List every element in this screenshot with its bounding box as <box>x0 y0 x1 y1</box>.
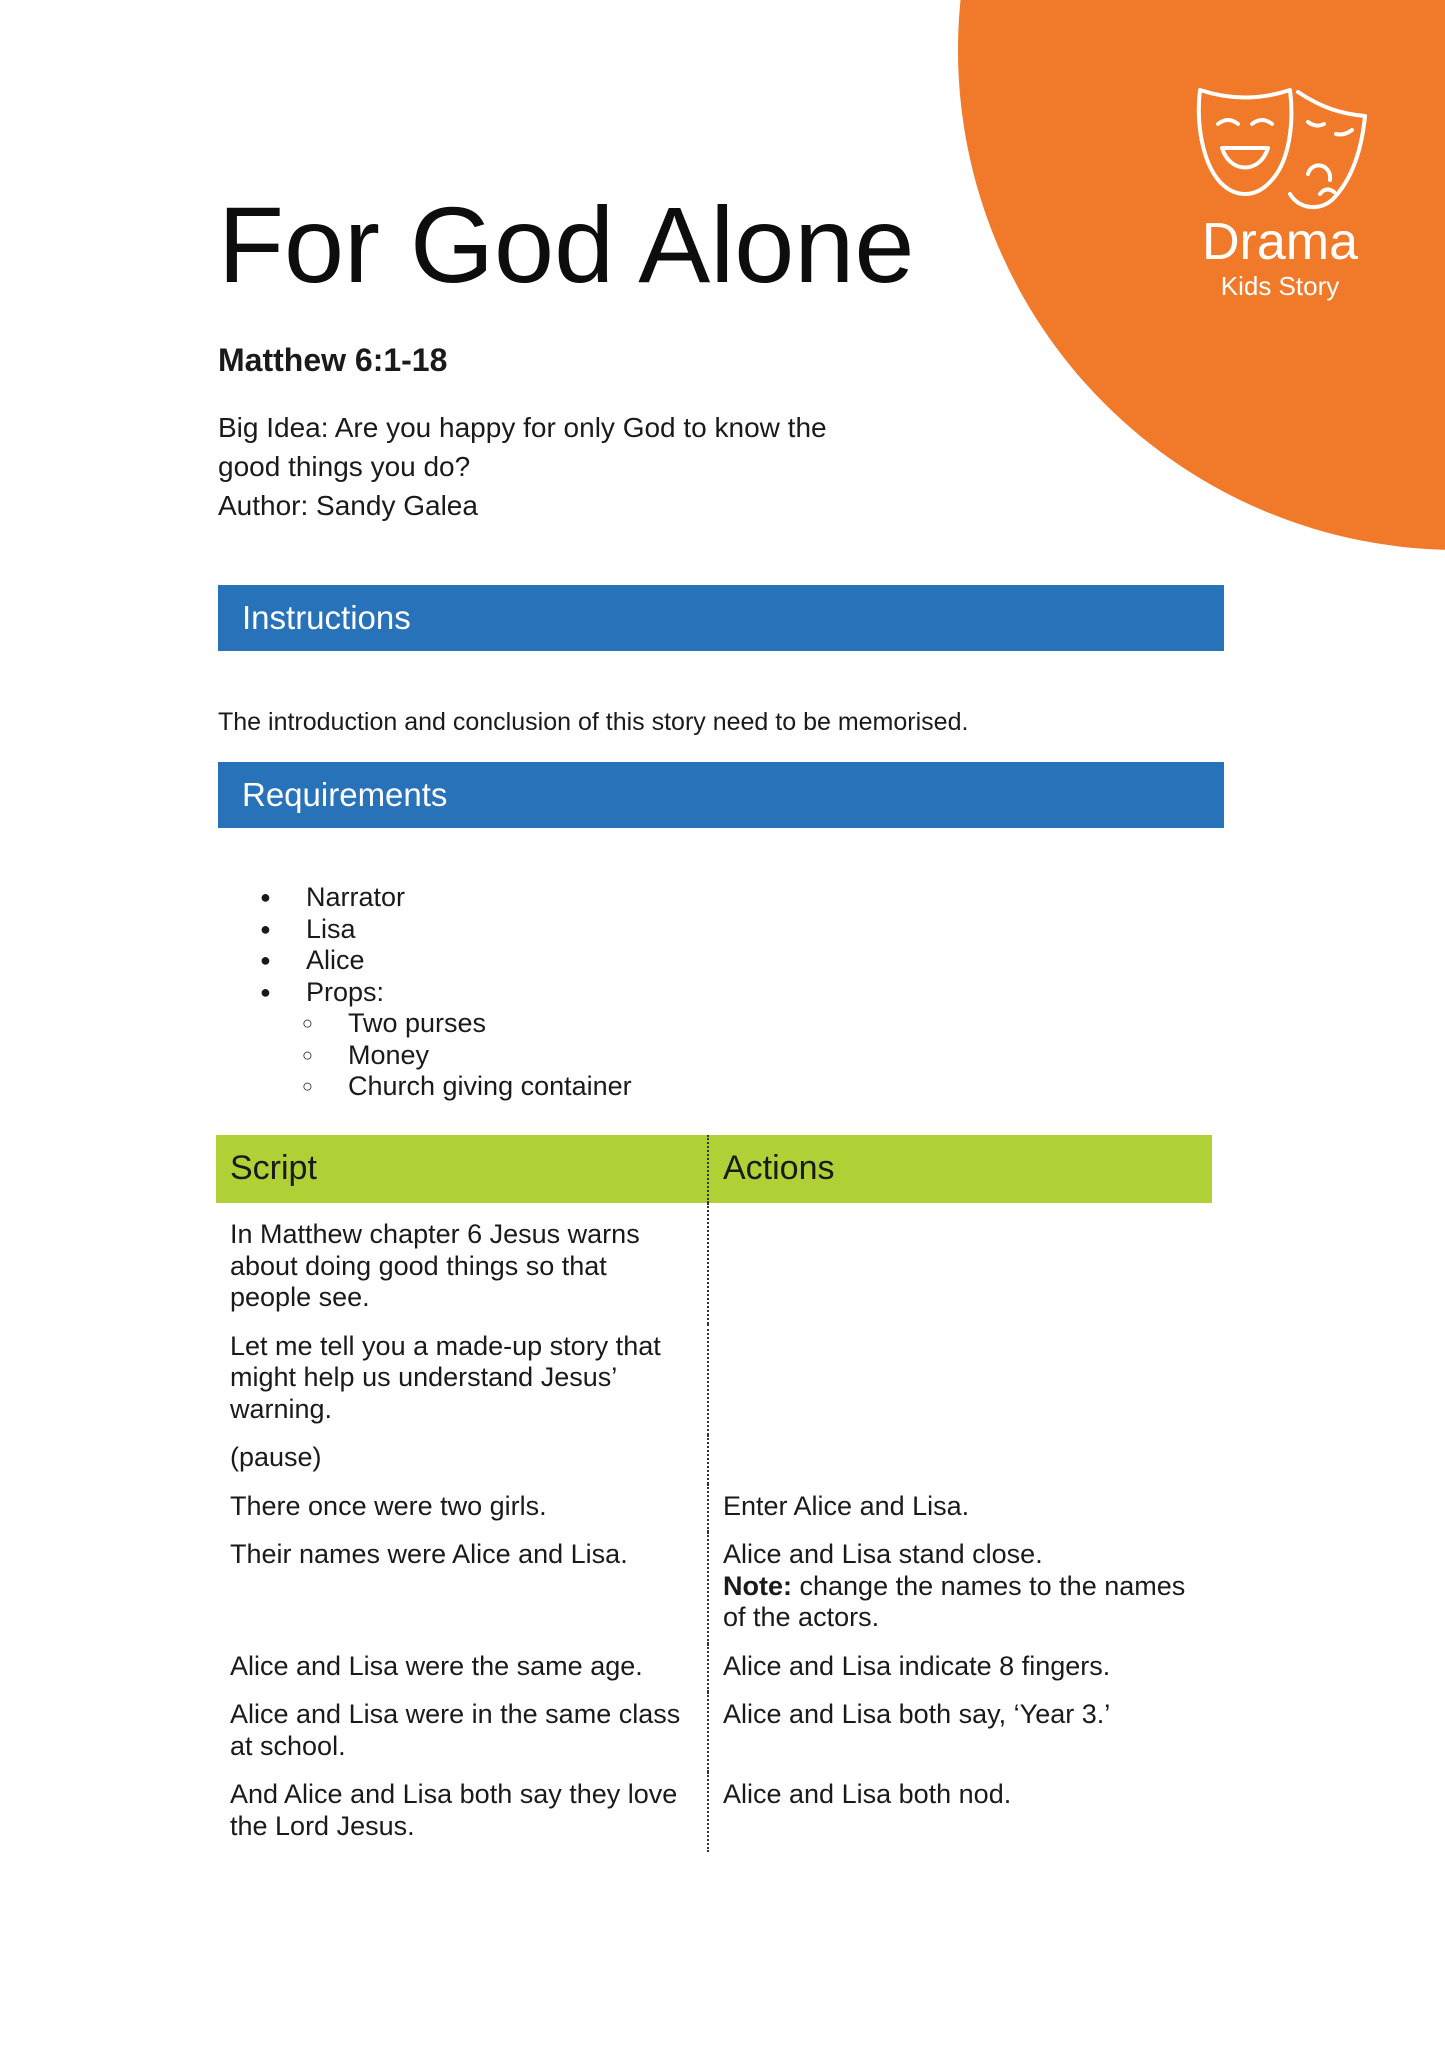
list-item: ● Alice <box>260 945 405 977</box>
author: Author: Sandy Galea <box>218 490 478 521</box>
table-row <box>216 1484 1212 1533</box>
instructions-text: The introduction and conclusion of this story need to be memorised. <box>218 708 969 736</box>
list-item: ● Lisa <box>260 914 405 946</box>
script-table <box>216 1135 1212 1852</box>
story-info <box>218 408 938 525</box>
note-label: Note: <box>723 1570 792 1601</box>
badge-subtitle: Kids Story <box>1220 271 1340 301</box>
table-row <box>216 1435 1212 1484</box>
big-idea-line-2: good things you do? <box>218 451 471 482</box>
list-item: ○ Two purses <box>302 1008 632 1040</box>
action-cell <box>708 1435 1212 1484</box>
action-cell: Enter Alice and Lisa. <box>723 1490 970 1521</box>
action-cell <box>708 1203 1212 1324</box>
table-row <box>216 1324 1212 1436</box>
badge-title: Drama <box>1201 213 1359 271</box>
drama-badge <box>1180 82 1380 302</box>
action-cell <box>708 1324 1212 1436</box>
actions-column-header: Actions <box>708 1135 1212 1203</box>
note-text: change the names to the names of the actors. <box>723 1570 1186 1632</box>
instructions-heading: Instructions <box>218 585 1224 651</box>
action-cell: Alice and Lisa both nod. <box>723 1779 1012 1809</box>
script-cell: Their names were Alice and Lisa. <box>216 1532 708 1644</box>
requirements-heading: Requirements <box>218 762 1224 828</box>
action-text: Alice and Lisa stand close. <box>723 1539 1043 1569</box>
table-header-row <box>216 1135 1212 1203</box>
script-cell: Alice and Lisa were in the same class at school. <box>216 1692 708 1772</box>
script-cell: There once were two girls. <box>216 1484 708 1533</box>
script-column-header: Script <box>216 1135 708 1203</box>
table-row <box>216 1692 1212 1772</box>
table-row <box>216 1772 1212 1852</box>
list-item: ○ Church giving container <box>302 1071 632 1103</box>
script-cell: And Alice and Lisa both say they love the Lord Jesus. <box>216 1772 708 1852</box>
action-cell: Alice and Lisa both say, ‘Year 3.’ <box>723 1699 1111 1729</box>
table-row <box>216 1644 1212 1693</box>
table-row <box>216 1532 1212 1644</box>
list-item: ● Props: <box>260 977 405 1009</box>
table-row <box>216 1203 1212 1324</box>
scripture-reference: Matthew 6:1-18 <box>218 342 448 378</box>
script-cell: In Matthew chapter 6 Jesus warns about doing good things so that people see. <box>216 1203 708 1324</box>
props-list <box>260 1008 632 1103</box>
requirements-list <box>260 882 405 1008</box>
action-cell: Alice and Lisa indicate 8 fingers. <box>723 1650 1111 1681</box>
script-cell: Let me tell you a made-up story that might help us understand Jesus’ warning. <box>216 1324 708 1436</box>
list-item: ○ Money <box>302 1040 632 1072</box>
theatre-masks-icon <box>1190 82 1370 212</box>
big-idea-line-1: Big Idea: Are you happy for only God to know the <box>218 412 827 443</box>
action-cell <box>708 1532 1212 1644</box>
list-item: ● Narrator <box>260 882 405 914</box>
page-title: For God Alone <box>218 184 915 305</box>
script-cell: Alice and Lisa were the same age. <box>216 1644 708 1693</box>
script-cell: (pause) <box>216 1435 708 1484</box>
